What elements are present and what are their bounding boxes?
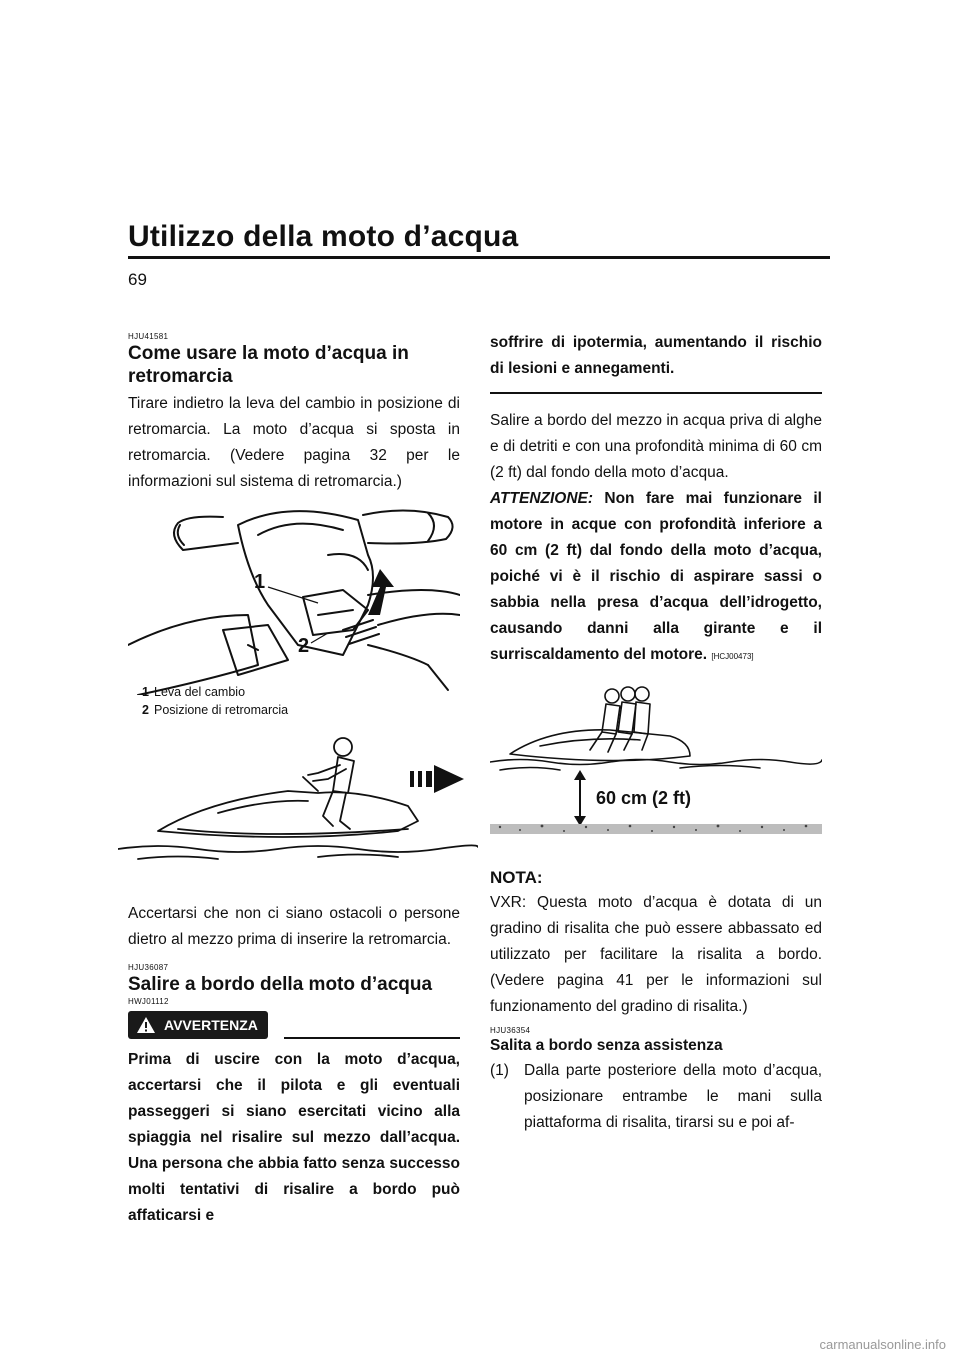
figure-depth (490, 684, 822, 834)
page-title: Utilizzo della moto d’acqua (128, 220, 519, 253)
warning-triangle-icon (136, 1016, 156, 1034)
paragraph-reverse: Tirare indietro la leva del cambio in posizione di retromarcia. La moto d’acqua si sposta in retromarcia. (Vedere pagina 32 per le informazioni sul sistema di retromarcia.) (128, 395, 460, 490)
section-heading-boarding: Salire a bordo della moto d’acqua (128, 974, 433, 995)
warning-header (128, 1009, 460, 1039)
watercraft-illustration (118, 731, 478, 881)
watermark: carmanualsonline.info (819, 1337, 946, 1352)
section-heading-reverse: Come usare la moto d’acqua in retromarcia (128, 343, 409, 387)
warning-code: HWJ01112 (128, 997, 169, 1006)
section-code: HJU36087 (128, 963, 169, 972)
step-text: Dalla parte posteriore della moto d’acqua, posizionare entrambe le mani sulla piattaforma di risalita, tirarsi su e poi af- (524, 1062, 822, 1131)
warning-text-continued: soffrire di ipotermia, aumentando il rischio di lesioni e annegamenti. (490, 334, 822, 377)
caption-item: 1 Leva del cambio (142, 685, 246, 699)
handlebar-illustration (128, 495, 460, 695)
note-label: NOTA: (490, 868, 543, 887)
header-rule (128, 256, 830, 259)
figure-reversing-watercraft (128, 731, 460, 881)
warning-rule (284, 1037, 460, 1039)
paragraph-check-behind: Accertarsi che non ci siano ostacoli o persone dietro al mezzo prima di inserire la retromarcia. (128, 905, 460, 948)
depth-label: 60 cm (2 ft) (596, 788, 692, 808)
step-number: (1) (490, 1062, 509, 1079)
warning-text: Prima di uscire con la moto d’acqua, accertarsi che il pilota e gli eventuali passeggeri si siano esercitati vicino alla spiaggia nel risalire sul mezzo dall’acqua. Una persona che abbia fatto senza successo molti tentativi di risalire a bordo può affaticarsi e (128, 1051, 460, 1224)
caption-item: 2 Posizione di retromarcia (142, 703, 289, 717)
section-code: HJU41581 (128, 332, 169, 341)
callout-2: 2 (298, 635, 310, 657)
section-heading-unassisted: Salita a bordo senza assistenza (490, 1037, 723, 1054)
caution-code: [HCJ00473] (711, 652, 754, 661)
callout-1: 1 (254, 571, 266, 593)
caution-text: Non fare mai funzionare il motore in acque con profondità inferiore a 60 cm (2 ft) dal fondo della moto d’acqua, poiché vi è il rischio di aspirare sassi o sabbia nella presa d’acqua dell’idrogetto, causando danni alla girante e il surriscaldamento del motore. (490, 490, 822, 663)
figure-caption-list (142, 683, 288, 719)
note-text: VXR: Questa moto d’acqua è dotata di un gradino di risalita che può essere abbassato ed utilizzato per facilitare la risalita a bordo. (Vedere pagina 41 per le informazioni sul funzionamento del gradino di risalita.) (490, 894, 822, 1015)
step-item (490, 1058, 822, 1136)
caution-paragraph (490, 486, 822, 670)
page-number: 69 (128, 270, 147, 289)
depth-illustration (490, 684, 822, 834)
caution-label: ATTENZIONE: (490, 490, 594, 507)
section-code: HJU36354 (490, 1026, 531, 1035)
left-column (128, 300, 460, 1229)
warning-end-rule (490, 392, 822, 394)
figure-shift-lever (128, 495, 460, 725)
warning-badge: AVVERTENZA (128, 1011, 268, 1039)
right-column (490, 300, 822, 1136)
paragraph-depth: Salire a bordo del mezzo in acqua priva di alghe e di detriti e con una profondità minima di 60 cm (2 ft) dal fondo della moto d’acqua. (490, 412, 822, 481)
